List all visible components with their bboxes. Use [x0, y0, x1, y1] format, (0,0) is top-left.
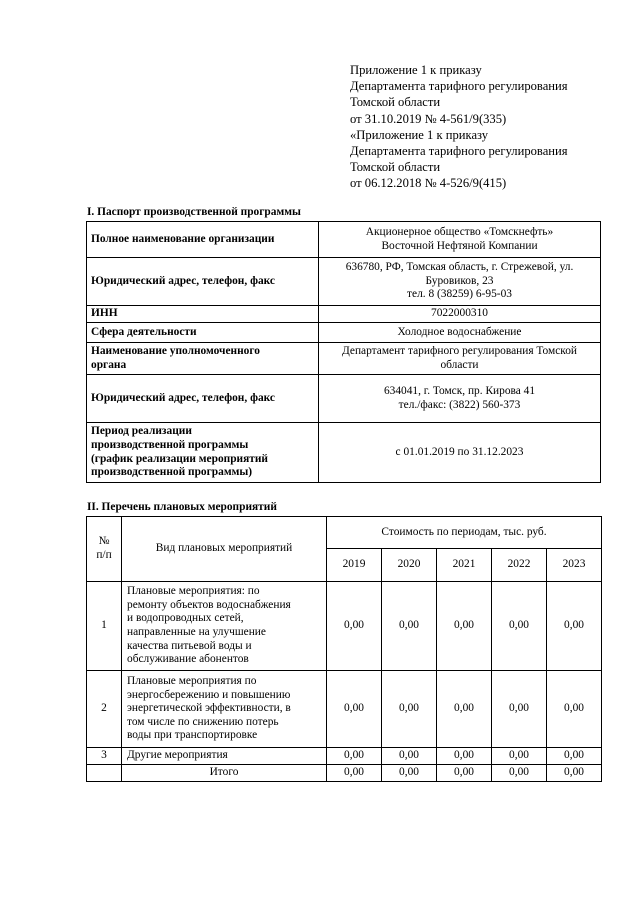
plan-header-row: [87, 517, 602, 549]
header-line: от 06.12.2018 № 4-526/9(415): [350, 176, 507, 191]
passport-row: [87, 323, 601, 343]
header-line: Департамента тарифного регулирования: [350, 144, 568, 159]
year-header: 2023: [547, 549, 602, 582]
header-line: Томской области: [350, 160, 441, 175]
row-value: 0,00: [327, 582, 382, 671]
appendix-header: [350, 62, 620, 192]
passport-value: Холодное водоснабжение: [319, 323, 601, 343]
row-value: 0,00: [437, 582, 492, 671]
passport-row: [87, 258, 601, 306]
row-name: Плановые мероприятия по энергосбережению и повышению энергетической эффективности, в том числе по снижению потерь воды при транспортировке: [122, 671, 327, 748]
year-header: 2020: [382, 549, 437, 582]
passport-value: Акционерное общество «Томскнефть» Восточной Нефтяной Компании: [319, 222, 601, 258]
passport-label: Юридический адрес, телефон, факс: [87, 258, 319, 306]
row-value: 0,00: [382, 671, 437, 748]
row-value: 0,00: [547, 671, 602, 748]
plan-row: [87, 671, 602, 748]
passport-row: [87, 375, 601, 423]
col-name-header: Вид плановых мероприятий: [122, 517, 327, 582]
passport-value: 636780, РФ, Томская область, г. Стрежевой, ул. Буровиков, 23 тел. 8 (38259) 6-95-03: [319, 258, 601, 306]
passport-value: с 01.01.2019 по 31.12.2023: [319, 423, 601, 483]
row-value: 0,00: [547, 748, 602, 765]
row-value: 0,00: [327, 671, 382, 748]
total-value: 0,00: [547, 765, 602, 782]
passport-table: [86, 221, 601, 483]
total-number: [87, 765, 122, 782]
passport-label: ИНН: [87, 306, 319, 323]
header-line: Томской области: [350, 95, 441, 110]
plan-row: [87, 582, 602, 671]
row-number: 1: [87, 582, 122, 671]
row-name: Другие мероприятия: [122, 748, 327, 765]
plan-total-row: [87, 765, 602, 782]
section-2-title: II. Перечень плановых мероприятий: [87, 501, 277, 513]
col-number-header: № п/п: [87, 517, 122, 582]
row-number: 2: [87, 671, 122, 748]
passport-label: Сфера деятельности: [87, 323, 319, 343]
year-header: 2022: [492, 549, 547, 582]
row-value: 0,00: [547, 582, 602, 671]
passport-row: [87, 222, 601, 258]
row-value: 0,00: [437, 748, 492, 765]
header-line: «Приложение 1 к приказу: [350, 127, 489, 142]
passport-label: Период реализации производственной программы (график реализации мероприятий производственной программы): [87, 423, 319, 483]
passport-row: [87, 306, 601, 323]
row-value: 0,00: [327, 748, 382, 765]
row-name: Плановые мероприятия: по ремонту объектов водоснабжения и водопроводных сетей, направленные на улучшение качества питьевой воды и обслуживание абонентов: [122, 582, 327, 671]
row-value: 0,00: [382, 582, 437, 671]
passport-value: Департамент тарифного регулирования Томской области: [319, 343, 601, 375]
total-label: Итого: [122, 765, 327, 782]
passport-row: [87, 343, 601, 375]
total-value: 0,00: [437, 765, 492, 782]
row-value: 0,00: [437, 671, 492, 748]
row-value: 0,00: [492, 748, 547, 765]
passport-value: 634041, г. Томск, пр. Кирова 41 тел./факс: (3822) 560-373: [319, 375, 601, 423]
section-1-title: I. Паспорт производственной программы: [87, 206, 301, 218]
passport-value: 7022000310: [319, 306, 601, 323]
row-value: 0,00: [382, 748, 437, 765]
total-value: 0,00: [492, 765, 547, 782]
total-value: 0,00: [382, 765, 437, 782]
year-header: 2019: [327, 549, 382, 582]
plan-row: [87, 748, 602, 765]
col-cost-header: Стоимость по периодам, тыс. руб.: [327, 517, 602, 549]
plan-table: [86, 516, 602, 782]
row-number: 3: [87, 748, 122, 765]
row-value: 0,00: [492, 671, 547, 748]
passport-row: [87, 423, 601, 483]
total-value: 0,00: [327, 765, 382, 782]
row-value: 0,00: [492, 582, 547, 671]
passport-label: Полное наименование организации: [87, 222, 319, 258]
passport-label: Юридический адрес, телефон, факс: [87, 375, 319, 423]
header-line: Департамента тарифного регулирования: [350, 79, 568, 94]
header-line: Приложение 1 к приказу: [350, 63, 482, 77]
header-line: от 31.10.2019 № 4-561/9(335): [350, 111, 507, 126]
passport-label: Наименование уполномоченного органа: [87, 343, 319, 375]
year-header: 2021: [437, 549, 492, 582]
